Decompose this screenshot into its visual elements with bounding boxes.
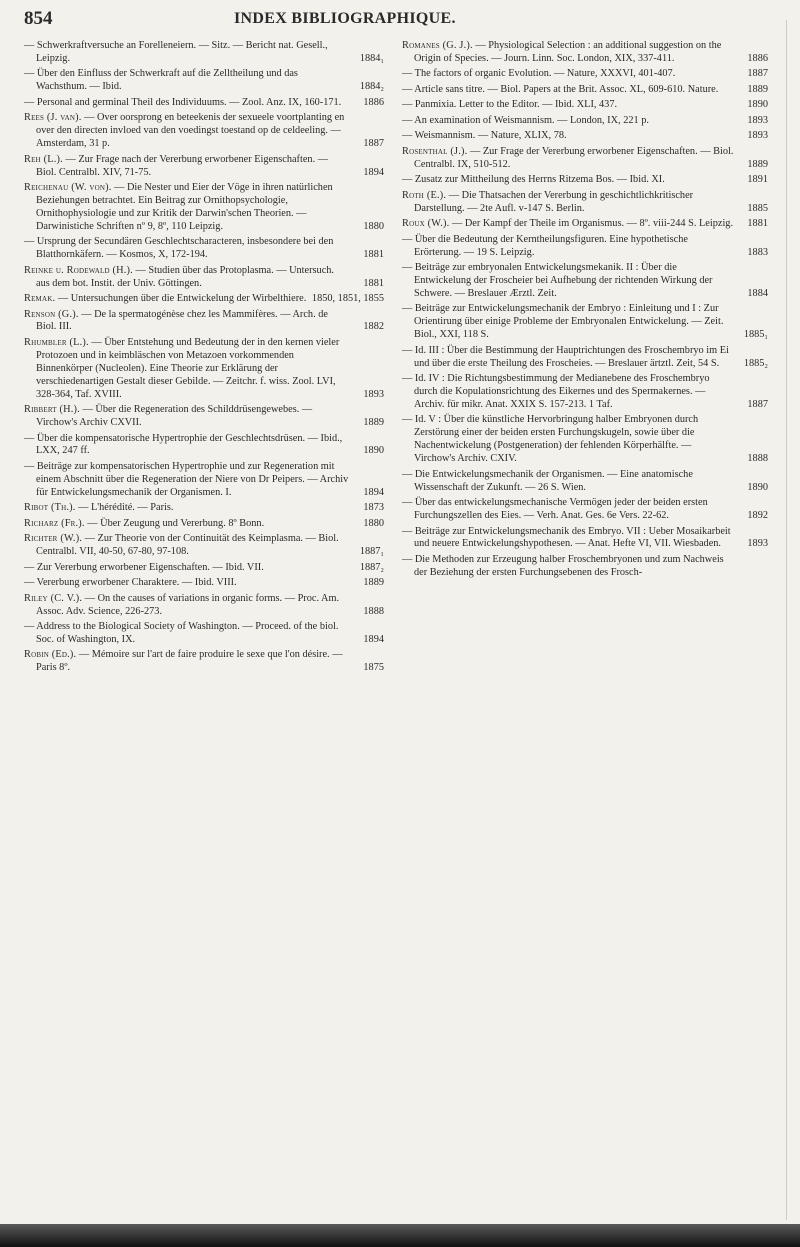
entry-author: Richarz (Fr.). (24, 517, 85, 529)
entry-text: — Ursprung der Secundären Geschlechtscharacteren, insbesondere bei den Blatthornkäfern. — Kosmos, X, 172-194. (24, 236, 334, 261)
bibliography-entry (24, 68, 384, 94)
entry-year: 1884 (747, 287, 768, 299)
bibliography-entry (24, 649, 384, 675)
entry-year: 1892 (747, 510, 768, 521)
entry-year: 1884₂ (359, 81, 384, 93)
entry-year: 1888 (747, 453, 768, 465)
entry-year: 1880 (363, 220, 384, 232)
bibliography-entry (402, 345, 768, 371)
entry-text: — Die Entwickelungsmechanik der Organismen. — Eine anatomische Wissenschaft der Zukunft. — 26 S. Wien. (402, 468, 693, 493)
entry-year: 1887₁ (359, 546, 384, 558)
entry-year: 1894 (363, 166, 384, 178)
entry-year: 1893 (747, 538, 768, 550)
entry-author: Rosenthal (J.). (402, 145, 468, 157)
bibliography-entry (402, 373, 768, 412)
entry-text: — Address to the Biological Society of Washington. — Proceed. of the biol. Soc. of Washington, IX. (24, 621, 339, 645)
bibliography-entry (402, 469, 768, 495)
entry-text: — Über die Regeneration des Schilddrüsengewebes. — Virchow's Archiv CXVII. (36, 404, 313, 428)
entry-text: — Article sans titre. — Biol. Papers at the Brit. Assoc. XL, 609-610. Nature. (402, 83, 719, 95)
entry-year: 1894 (363, 486, 384, 498)
bibliography-entry (24, 502, 384, 515)
entry-year: 1881 (363, 277, 384, 289)
bibliography-entry (24, 562, 384, 575)
right-column (402, 40, 768, 582)
bibliography-entry (402, 234, 768, 260)
entry-year: 1886 (363, 96, 384, 108)
entry-text: — Die Methoden zur Erzeugung halber Froschembryonen und zum Nachweis der Beziehung der ersten Furchungsebenen des Frosch- (402, 553, 724, 578)
bibliography-entry (402, 146, 768, 172)
bibliography-entry (24, 97, 384, 110)
entry-text: — On the causes of variations in organic forms. — Proc. Am. Assoc. Adv. Science, 226-273. (36, 592, 340, 617)
bibliography-entry (402, 40, 768, 66)
entry-author: Rees (J. van). (24, 112, 82, 124)
page-title: INDEX BIBLIOGRAPHIQUE. (234, 10, 456, 27)
entry-text: — Weismannism. — Nature, XLIX, 78. (402, 130, 567, 142)
entry-author: Robin (Ed.). (24, 649, 77, 661)
entry-year: 1883 (747, 246, 768, 258)
bibliography-entry (402, 130, 768, 143)
bibliography-entry (24, 577, 384, 590)
entry-text: — L'hérédité. — Paris. (75, 502, 174, 514)
entry-author: Reh (L.). (24, 153, 63, 165)
page-number: 854 (24, 8, 53, 29)
bibliography-entry (24, 293, 384, 306)
entry-text: — Zusatz zur Mittheilung des Herrns Ritzema Bos. — Ibid. XI. (402, 174, 665, 186)
bibliography-entry (24, 461, 384, 500)
entry-author: Riley (C. V.). (24, 592, 83, 604)
entry-year: 1881 (363, 249, 384, 261)
bibliography-entry (402, 526, 768, 552)
entry-text: — Studien über das Protoplasma. — Untersuch. aus dem bot. Instit. der Univ. Göttingen. (36, 264, 334, 289)
page-edge (786, 20, 787, 1220)
entry-year: 1888 (363, 605, 384, 617)
bibliography-entry (24, 182, 384, 234)
bibliography-entry (402, 262, 768, 301)
entry-author: Romanes (G. J.). (402, 40, 473, 51)
entry-text: — Zur Frage nach der Vererbung erworbener Eigenschaften. — Biol. Centralbl. XIV, 71-75. (36, 153, 329, 178)
entry-year: 1893 (747, 114, 768, 126)
entry-year: 1889 (363, 577, 384, 589)
entry-text: — Beiträge zur Entwickelungsmechanik der Embryo : Einleitung und I : Zur Orientirung über einige Probleme der Embryonalen Entwickelung. — Zeit. Biol., XXI, 118 S. (402, 303, 724, 341)
entry-author: Renson (G.). (24, 308, 79, 320)
entry-year: 1894 (363, 633, 384, 645)
entry-year: 1873 (363, 502, 384, 514)
left-column (24, 40, 384, 678)
bibliography-entry (402, 68, 768, 81)
bibliography-entry (402, 84, 768, 97)
entry-year: 1893 (363, 388, 384, 400)
entry-year: 1887 (747, 68, 768, 80)
entry-text: — Id. V : Über die künstliche Hervorbringung halber Embryonen durch Zerstörung einer der beiden ersten Furchungskugeln, sowie über die Nachentwickelung (Postgeneration) der fehlenden Körperhälfte. — Virchow's Archiv. CXIV. (402, 414, 699, 465)
bibliography-entry (402, 174, 768, 187)
bibliography-entry (24, 154, 384, 180)
entry-text: — An examination of Weismannism. — London, IX, 221 p. (402, 114, 649, 126)
entry-year: 1893 (747, 130, 768, 142)
entry-text: — Über die Bedeutung der Kerntheilungsfiguren. Eine hypothetische Erörterung. — 19 S. Leipzig. (402, 233, 688, 258)
bibliography-entry (402, 303, 768, 342)
entry-year: 1890 (363, 445, 384, 457)
entry-text: — Id. IV : Die Richtungsbestimmung der Medianebene des Froschembryo durch die Kopulationsrichtung des Eikernes und des Spermakernes. — Archiv. für mikr. Anat. XXIX S. 157-213. 1 Taf. (402, 373, 710, 410)
entry-text: — The factors of organic Evolution. — Nature, XXXVI, 401-407. (402, 68, 676, 80)
bibliography-entry (402, 414, 768, 466)
bibliography-entry (24, 265, 384, 291)
entry-text: — Panmixia. Letter to the Editor. — Ibid. XLI, 437. (402, 99, 618, 111)
entry-author: Ribbert (H.). (24, 404, 80, 416)
entry-year: 1885₂ (743, 357, 768, 369)
entry-text: — Zur Theorie von der Continuität des Keimplasma. — Biol. Centralbl. VII, 40-50, 67-80, 97-108. (36, 533, 339, 558)
entry-text: — Beiträge zur Entwickelungsmechanik des Embryo. VII : Ueber Mosaikarbeit und neuere Entwickelungshypothesen. — Anat. Hefte VI, VII. Wiesbaden. (402, 525, 731, 550)
entry-text: — Schwerkraftversuche an Forelleneiern. — Sitz. — Bericht nat. Gesell., Leipzig. (24, 40, 328, 64)
entry-text: — Beiträge zur kompensatorischen Hypertrophie und zur Regeneration mit einem Abschnitt über die Regeneration der Niere von Dr Peipers. — Archiv für Entwickelungsmechanik der Organismen. I. (24, 460, 349, 498)
entry-year: 1887 (747, 398, 768, 410)
entry-author: Roux (W.). (402, 218, 450, 230)
entry-text: — De la spermatogénèse chez les Mammifères. — Arch. de Biol. III. (36, 308, 328, 333)
entry-text: — Zur Frage der Vererbung erworbener Eigenschaften. — Biol. Centralbl. IX, 510-512. (414, 145, 734, 170)
entry-text: — Mémoire sur l'art de faire produire le sexe que l'on désire. — Paris 8º. (36, 649, 343, 674)
entry-text: — Die Nester und Eier der Vöge in ihren natürlichen Beziehungen betrachtet. Ein Beitrag zur Ornithopsychologie, Ornithophysiologie und zur Kritik der Darwin'schen Theorien. — Darwinistiche Schriften nº 9, 8º, 110 Leipzig. (36, 182, 333, 232)
entry-year: 1891 (747, 174, 768, 186)
bibliography-entry (24, 518, 384, 531)
bibliography-entry (402, 190, 768, 216)
entry-author: Roth (E.). (402, 189, 447, 201)
entry-text: — Über Zeugung und Vererbung. 8º Bonn. (84, 517, 265, 529)
scan-bottom-band (0, 1224, 800, 1247)
entry-text: — Zur Vererbung erworbener Eigenschaften. — Ibid. VII. (24, 561, 264, 573)
bibliography-entry (24, 621, 384, 647)
entry-text: — Der Kampf der Theile im Organismus. — 8º. viii-244 S. Leipzig. (449, 218, 734, 230)
entry-year: 1875 (363, 662, 384, 674)
entry-year: 1887₂ (359, 561, 384, 573)
entry-text: — Über das entwickelungsmechanische Vermögen jeder der beiden ersten Furchungszellen des Eies. — Verh. Anat. Ges. 6e Vers. 22-62. (402, 497, 708, 521)
entry-text: — Id. III : Über die Bestimmung der Hauptrichtungen des Froschembryo im Ei und über die erste Theilung des Froscheies. — Breslauer ärtztl. Zeit, 54 S. (402, 344, 729, 369)
bibliography-entry (24, 236, 384, 262)
entry-year: 1886 (747, 52, 768, 64)
bibliography-entry (402, 554, 768, 580)
entry-year: 1889 (747, 83, 768, 95)
bibliography-entry (24, 337, 384, 402)
entry-year: 1889 (363, 417, 384, 428)
entry-author: Ribot (Th.). (24, 502, 76, 514)
bibliography-entry (24, 433, 384, 459)
entry-year: 1890 (747, 481, 768, 493)
entry-text: — Vererbung erworbener Charaktere. — Ibid. VIII. (24, 577, 237, 589)
entry-text: — Über die kompensatorische Hypertrophie der Geschlechtsdrüsen. — Ibid., LXX, 247 ff. (24, 432, 343, 457)
bibliography-entry (24, 309, 384, 335)
entry-author: Richter (W.). (24, 533, 83, 545)
entry-author: Remak. (24, 293, 56, 305)
entry-year: 1880 (363, 517, 384, 529)
bibliography-entry (402, 218, 768, 231)
bibliography-entry (24, 533, 384, 559)
entry-author: Rhumbler (L.). (24, 336, 89, 348)
bibliography-entry (24, 593, 384, 619)
entry-text: — Über Entstehung und Bedeutung der in den kernen vieler Protozoen und in keimbläschen von Metazoen vorkommenden Binnenkörper (Nucleolen). Eine Theorie zur Erklärung der verschiedenartigen Gestalt dieser Gebilde. — Zeitchr. f. wiss. Zool. LVI, 328-364, Taf. XVIII. (36, 336, 340, 400)
entry-year: 1850, 1851, 1855 (311, 293, 384, 305)
entry-text: — Beiträge zur embryonalen Entwickelungsmekanik. II : Über die Entwickelung der Froscheier bei Aufhebung der richtenden Wirkung der Schwere. — Breslauer Ærztl. Zeit. (402, 262, 713, 299)
bibliography-entry (402, 497, 768, 523)
bibliography-entry (402, 115, 768, 128)
bibliography-entry (24, 40, 384, 66)
entry-author: Reichenau (W. von). (24, 182, 112, 194)
entry-year: 1881 (747, 218, 768, 230)
entry-author: Reinke u. Rodewald (H.). (24, 264, 133, 276)
entry-year: 1890 (747, 99, 768, 111)
entry-year: 1882 (363, 321, 384, 333)
bibliography-entry (24, 112, 384, 151)
bibliography-entry (24, 404, 384, 430)
entry-text: — Die Thatsachen der Vererbung in geschichtlichkritischer Darstellung. — 2te Aufl. v-147 S. Berlin. (414, 189, 694, 214)
entry-text: — Physiological Selection : an additional suggestion on the Origin of Species. — Journ. Linn. Soc. London, XIX, 337-411. (414, 40, 722, 64)
entry-text: — Personal and germinal Theil des Individuums. — Zool. Anz. IX, 160-171. (24, 96, 342, 108)
entry-year: 1885₁ (743, 329, 768, 341)
entry-year: 1884₁ (359, 52, 384, 64)
entry-year: 1889 (747, 158, 768, 170)
entry-text: — Untersuchungen über die Entwickelung der Wirbelthiere. (55, 293, 307, 305)
entry-year: 1887 (363, 138, 384, 150)
bibliography-entry (402, 99, 768, 112)
page-header (24, 8, 764, 30)
entry-text: — Über den Einfluss der Schwerkraft auf die Zelltheilung und das Wachsthum. — Ibid. (24, 68, 298, 93)
entry-text: — Over oorsprong en beteekenis der sexueele voortplanting en over den directen invloed van den voedingst toestand op de celdeeling. — Amsterdam, 31 p. (36, 112, 345, 150)
entry-year: 1885 (747, 202, 768, 214)
